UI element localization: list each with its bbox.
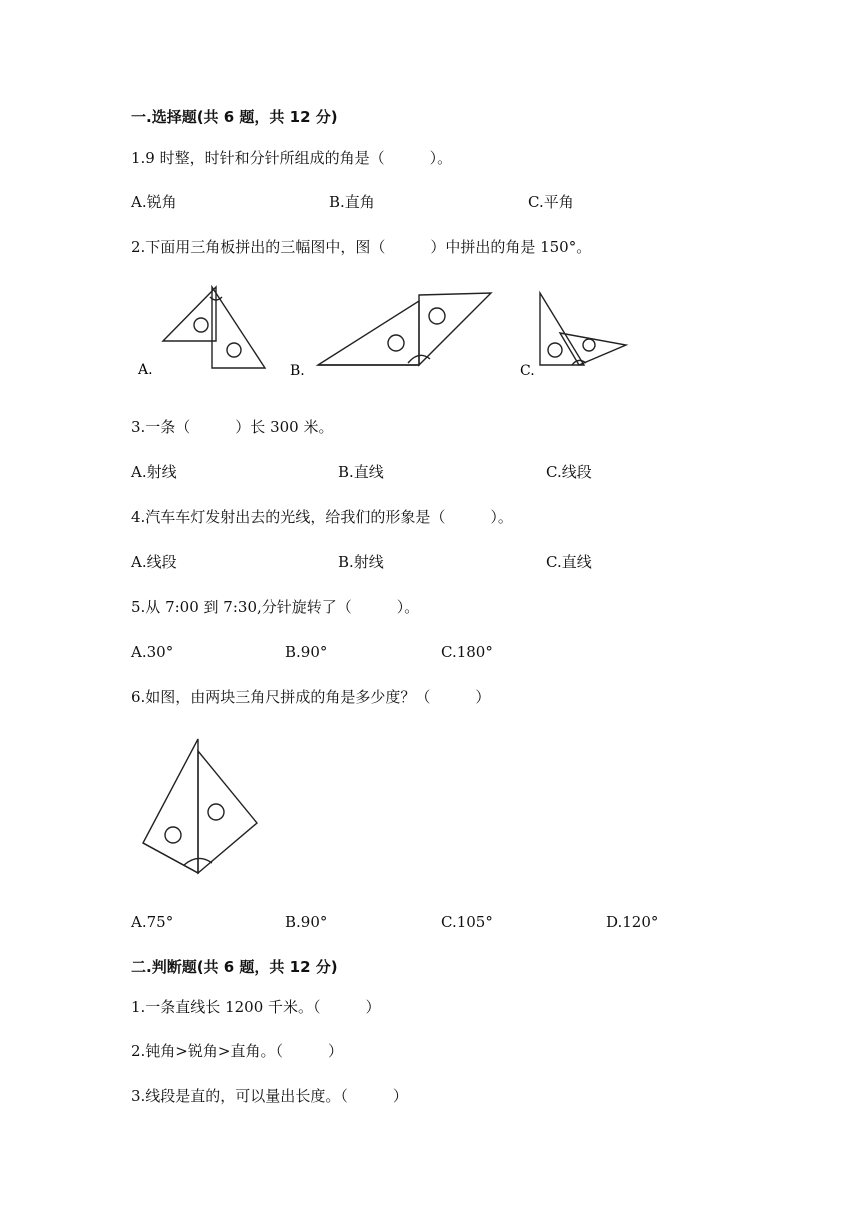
section-title-judgement: 二.判断题(共 6 题，共 12 分) — [131, 958, 338, 976]
q4-option-b: B.射线 — [338, 553, 384, 571]
figure-6-set-squares — [143, 739, 257, 873]
figure-a-label: A. — [138, 362, 153, 378]
q1-option-a: A.锐角 — [131, 193, 177, 211]
question-3-stem: 3.一条（ ）长 300 米。 — [131, 418, 334, 436]
judgement-question-1: 1.一条直线长 1200 千米。（ ） — [131, 998, 381, 1016]
q1-option-b: B.直角 — [329, 193, 375, 211]
question-6-figure — [130, 735, 330, 885]
q6-option-a: A.75° — [131, 913, 174, 931]
q5-option-b: B.90° — [285, 643, 328, 661]
figure-b-label: B. — [290, 363, 305, 379]
q4-option-c: C.直线 — [546, 553, 592, 571]
q6-option-d: D.120° — [606, 913, 659, 931]
question-2-stem: 2.下面用三角板拼出的三幅图中，图（ ）中拼出的角是 150°。 — [131, 238, 592, 256]
question-2-figures — [0, 275, 860, 395]
question-1-stem: 1.9 时整，时针和分针所组成的角是（ ）。 — [131, 149, 453, 167]
q3-option-c: C.线段 — [546, 463, 592, 481]
question-6-stem: 6.如图，由两块三角尺拼成的角是多少度？（ ） — [131, 688, 491, 706]
judgement-question-2: 2.钝角>锐角>直角。（ ） — [131, 1042, 343, 1060]
q1-option-c: C.平角 — [528, 193, 574, 211]
q3-option-b: B.直线 — [338, 463, 384, 481]
q4-option-a: A.线段 — [131, 553, 177, 571]
q5-option-c: C.180° — [441, 643, 493, 661]
section-title-choice: 一.选择题(共 6 题，共 12 分) — [131, 108, 338, 126]
q6-option-c: C.105° — [441, 913, 493, 931]
question-5-stem: 5.从 7:00 到 7:30,分针旋转了（ ）。 — [131, 598, 420, 616]
q3-option-a: A.射线 — [131, 463, 177, 481]
figure-b-set-squares — [318, 293, 491, 365]
q5-option-a: A.30° — [131, 643, 174, 661]
judgement-question-3: 3.线段是直的，可以量出长度。（ ） — [131, 1087, 408, 1105]
figure-c-set-squares — [540, 293, 626, 365]
figure-a-set-squares — [163, 287, 265, 368]
question-4-stem: 4.汽车车灯发射出去的光线，给我们的形象是（ ）。 — [131, 508, 513, 526]
q6-option-b: B.90° — [285, 913, 328, 931]
figure-c-label: C. — [520, 363, 535, 379]
